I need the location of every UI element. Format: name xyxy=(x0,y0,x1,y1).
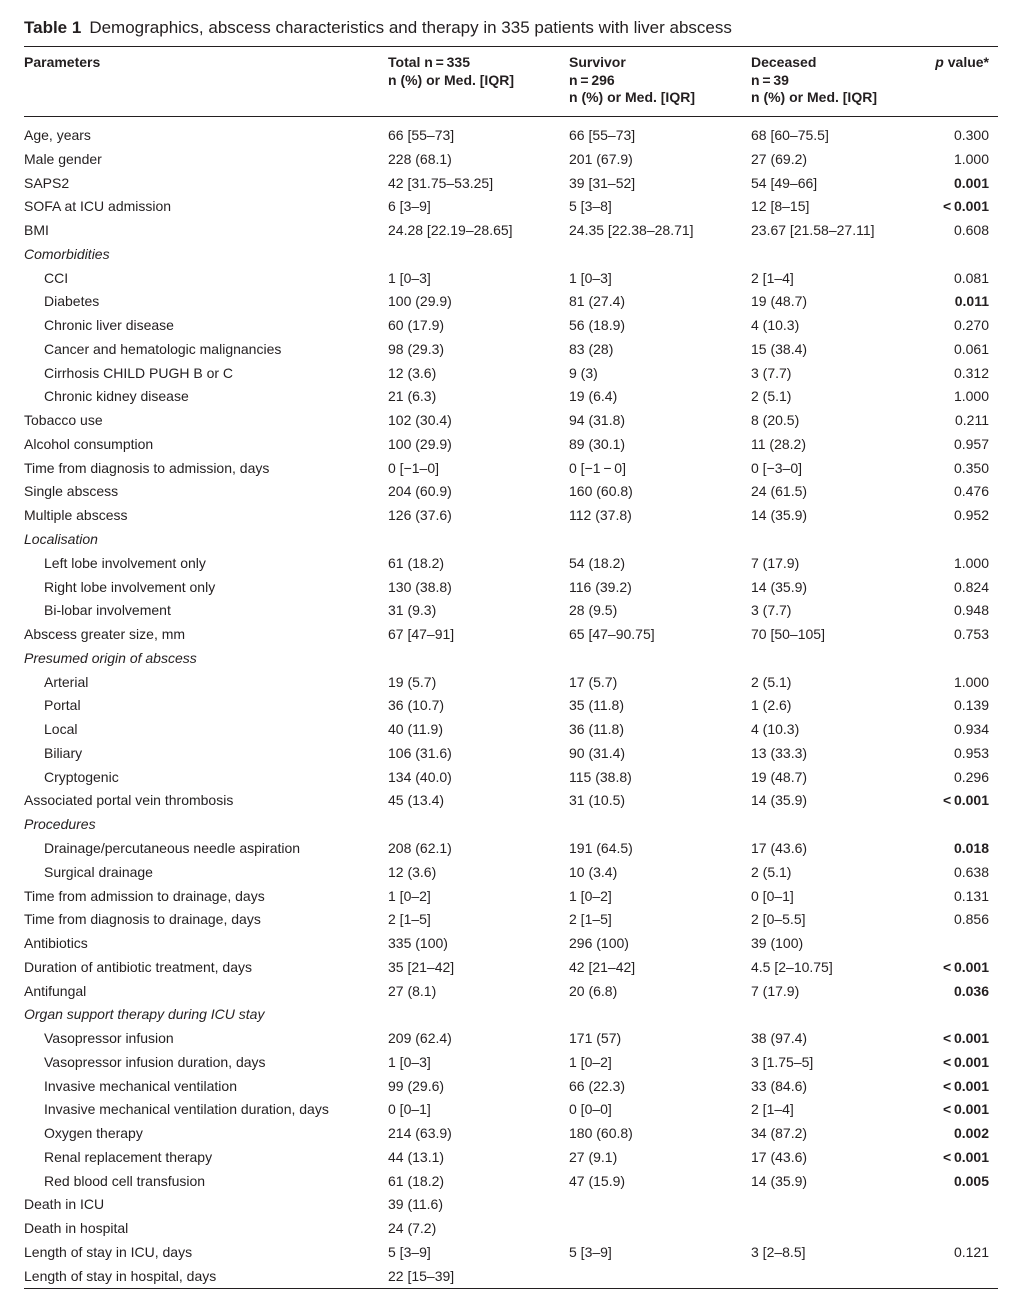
row-parameter: Duration of antibiotic treatment, days xyxy=(24,958,253,975)
header-deceased-label: Deceased xyxy=(751,54,817,70)
row-parameter: Tobacco use xyxy=(24,412,103,429)
row-survivor: 201 (67.9) xyxy=(569,150,633,167)
row-survivor: 17 (5.7) xyxy=(569,673,618,690)
row-deceased: 68 [60–75.5] xyxy=(751,127,829,143)
row-total: 36 (10.7) xyxy=(388,697,445,714)
row-total: 2 [1–5] xyxy=(388,911,431,928)
row-pvalue: 0.005 xyxy=(953,1172,989,1189)
row-pvalue: 0.001 xyxy=(953,174,989,191)
row-parameter: Cryptogenic xyxy=(44,768,119,785)
table-row xyxy=(0,765,1030,789)
row-pvalue: 0.350 xyxy=(953,459,989,476)
table-row xyxy=(0,313,1030,337)
table-row xyxy=(0,717,1030,741)
row-pvalue: 0.131 xyxy=(953,887,989,904)
row-survivor: 54 (18.2) xyxy=(569,554,626,571)
row-pvalue: 0.300 xyxy=(953,127,989,143)
row-deceased: 2 (5.1) xyxy=(751,863,792,880)
row-parameter: Cancer and hematologic malignancies xyxy=(44,340,282,357)
row-deceased: 3 (7.7) xyxy=(751,364,792,381)
row-survivor: 66 [55–73] xyxy=(569,127,636,143)
row-total: 66 [55–73] xyxy=(388,127,455,143)
row-parameter: SAPS2 xyxy=(24,174,70,191)
row-deceased: 39 (100) xyxy=(751,935,804,952)
table-row xyxy=(0,884,1030,908)
row-deceased: 33 (84.6) xyxy=(751,1077,808,1094)
row-pvalue: < 0.001 xyxy=(942,1053,989,1070)
row-total: 98 (29.3) xyxy=(388,340,445,357)
table-row xyxy=(0,693,1030,717)
table-row xyxy=(0,147,1030,171)
row-pvalue: 1.000 xyxy=(953,388,989,405)
table-row xyxy=(0,1264,1030,1288)
row-survivor: 180 (60.8) xyxy=(569,1125,633,1142)
row-total: 228 (68.1) xyxy=(388,150,452,167)
table-row xyxy=(0,1074,1030,1098)
row-deceased: 7 (17.9) xyxy=(751,982,800,999)
header-deceased-unit: n (%) or Med. [IQR] xyxy=(751,89,877,105)
row-deceased: 3 [1.75–5] xyxy=(751,1053,814,1070)
row-total: 1 [0–2] xyxy=(388,887,431,904)
row-deceased: 4 (10.3) xyxy=(751,721,800,738)
row-deceased: 8 (20.5) xyxy=(751,412,800,429)
row-deceased: 14 (35.9) xyxy=(751,507,808,524)
row-total: 214 (63.9) xyxy=(388,1125,452,1142)
row-survivor: 112 (37.8) xyxy=(569,507,632,524)
row-survivor: 171 (57) xyxy=(569,1030,622,1047)
row-deceased: 7 (17.9) xyxy=(751,554,800,571)
row-deceased: 34 (87.2) xyxy=(751,1125,808,1142)
row-survivor: 66 (22.3) xyxy=(569,1077,626,1094)
row-survivor: 1 [0–2] xyxy=(569,1053,612,1070)
row-total: 42 [31.75–53.25] xyxy=(388,174,494,191)
row-survivor: 1 [0–2] xyxy=(569,887,612,904)
row-total: 1 [0–3] xyxy=(388,269,431,286)
row-deceased: 19 (48.7) xyxy=(751,768,808,785)
row-parameter: Procedures xyxy=(24,816,96,833)
category-row xyxy=(0,242,1030,266)
row-total: 100 (29.9) xyxy=(388,293,452,310)
table-row xyxy=(0,408,1030,432)
row-total: 335 (100) xyxy=(388,935,448,952)
table-row xyxy=(0,1026,1030,1050)
row-pvalue: 0.934 xyxy=(953,721,989,738)
row-survivor: 116 (39.2) xyxy=(569,578,632,595)
row-parameter: Antibiotics xyxy=(24,935,88,952)
table-row xyxy=(0,836,1030,860)
row-deceased: 23.67 [21.58–27.11] xyxy=(751,222,875,239)
row-survivor: 35 (11.8) xyxy=(569,697,624,714)
row-deceased: 0 [0–1] xyxy=(751,887,794,904)
row-survivor: 39 [31–52] xyxy=(569,174,636,191)
row-total: 6 [3–9] xyxy=(388,198,431,215)
category-row xyxy=(0,527,1030,551)
row-total: 31 (9.3) xyxy=(388,602,437,619)
row-total: 21 (6.3) xyxy=(388,388,437,405)
table-row xyxy=(0,1050,1030,1074)
header-total-unit: n (%) or Med. [IQR] xyxy=(388,71,514,88)
row-pvalue: < 0.001 xyxy=(942,1101,989,1118)
row-total: 67 [47–91] xyxy=(388,626,455,643)
row-total: 44 (13.1) xyxy=(388,1148,445,1165)
row-parameter: BMI xyxy=(24,222,49,239)
table-row xyxy=(0,955,1030,979)
category-row xyxy=(0,646,1030,670)
row-deceased: 13 (33.3) xyxy=(751,744,808,761)
table-row xyxy=(0,931,1030,955)
row-parameter: Left lobe involvement only xyxy=(44,554,206,571)
row-parameter: Multiple abscess xyxy=(24,507,128,524)
row-deceased: 15 (38.4) xyxy=(751,340,808,357)
table-title: Demographics, abscess characteristics and therapy in 335 patients with liver abscess xyxy=(89,18,732,37)
row-deceased: 11 (28.2) xyxy=(751,435,806,452)
row-pvalue: 0.948 xyxy=(953,602,989,619)
row-parameter: Cirrhosis CHILD PUGH B or C xyxy=(44,364,234,381)
row-pvalue: < 0.001 xyxy=(942,1030,989,1047)
row-survivor: 2 [1–5] xyxy=(569,911,612,928)
row-total: 12 (3.6) xyxy=(388,364,437,381)
row-survivor: 65 [47–90.75] xyxy=(569,626,655,643)
row-parameter: Time from admission to drainage, days xyxy=(24,887,265,904)
row-pvalue: 0.957 xyxy=(953,435,989,452)
row-deceased: 2 [1–4] xyxy=(751,269,794,286)
row-total: 102 (30.4) xyxy=(388,412,452,429)
row-deceased: 12 [8–15] xyxy=(751,198,810,215)
row-pvalue: 0.211 xyxy=(955,412,989,429)
row-survivor: 94 (31.8) xyxy=(569,412,626,429)
header-pvalue-p: p xyxy=(935,54,944,70)
row-total: 19 (5.7) xyxy=(388,673,437,690)
row-total: 208 (62.1) xyxy=(388,839,452,856)
header-rule xyxy=(24,116,998,117)
row-pvalue: 0.011 xyxy=(954,293,989,310)
row-pvalue: 0.953 xyxy=(953,744,989,761)
table-row xyxy=(0,860,1030,884)
table-row xyxy=(0,741,1030,765)
table-row xyxy=(0,503,1030,527)
row-survivor: 56 (18.9) xyxy=(569,317,626,334)
row-deceased: 17 (43.6) xyxy=(751,1148,808,1165)
top-rule xyxy=(24,46,998,47)
row-deceased: 3 [2–8.5] xyxy=(751,1243,806,1260)
row-pvalue: 0.018 xyxy=(953,839,989,856)
row-parameter: Invasive mechanical ventilation xyxy=(44,1077,237,1094)
table-row xyxy=(0,337,1030,361)
row-pvalue: 0.824 xyxy=(953,578,989,595)
row-deceased: 17 (43.6) xyxy=(751,839,808,856)
table-row xyxy=(0,979,1030,1003)
header-pvalue-label: value* xyxy=(943,54,989,70)
row-survivor: 28 (9.5) xyxy=(569,602,618,619)
row-parameter: Surgical drainage xyxy=(44,863,153,880)
row-parameter: Drainage/percutaneous needle aspiration xyxy=(44,839,301,856)
row-total: 22 [15–39] xyxy=(388,1267,455,1284)
row-total: 1 [0–3] xyxy=(388,1053,431,1070)
table-row xyxy=(0,194,1030,218)
row-pvalue: 1.000 xyxy=(953,554,989,571)
category-row xyxy=(0,812,1030,836)
row-survivor: 90 (31.4) xyxy=(569,744,626,761)
table-row xyxy=(0,575,1030,599)
row-deceased: 14 (35.9) xyxy=(751,1172,808,1189)
row-deceased: 14 (35.9) xyxy=(751,578,808,595)
table-row xyxy=(0,289,1030,313)
header-survivor-label: Survivor xyxy=(569,54,626,70)
row-total: 27 (8.1) xyxy=(388,982,437,999)
row-total: 134 (40.0) xyxy=(388,768,452,785)
table-row xyxy=(0,1097,1030,1121)
header-survivor xyxy=(569,54,695,107)
row-parameter: Organ support therapy during ICU stay xyxy=(24,1006,265,1023)
row-deceased: 27 (69.2) xyxy=(751,150,808,167)
table-row xyxy=(0,266,1030,290)
table-row xyxy=(0,907,1030,931)
row-deceased: 2 (5.1) xyxy=(751,673,792,690)
table-row xyxy=(0,1192,1030,1216)
row-total: 0 [−1–0] xyxy=(388,459,439,476)
row-pvalue: 0.121 xyxy=(953,1243,989,1260)
row-pvalue: 0.139 xyxy=(953,697,989,714)
row-deceased: 4 (10.3) xyxy=(751,317,800,334)
row-total: 126 (37.6) xyxy=(388,507,452,524)
row-deceased: 14 (35.9) xyxy=(751,792,808,809)
table-row xyxy=(0,361,1030,385)
bottom-rule xyxy=(24,1288,998,1289)
table-row xyxy=(0,432,1030,456)
table-row xyxy=(0,1169,1030,1193)
header-deceased xyxy=(751,54,877,107)
row-parameter: Length of stay in hospital, days xyxy=(24,1267,217,1284)
header-total xyxy=(388,54,514,89)
table-row xyxy=(0,670,1030,694)
row-pvalue: 1.000 xyxy=(953,673,989,690)
row-survivor: 296 (100) xyxy=(569,935,629,952)
row-deceased: 2 (5.1) xyxy=(751,388,792,405)
row-parameter: Comorbidities xyxy=(24,245,110,262)
row-deceased: 2 [1–4] xyxy=(751,1101,794,1118)
row-parameter: Chronic kidney disease xyxy=(44,388,189,405)
table-row xyxy=(0,384,1030,408)
row-total: 39 (11.6) xyxy=(388,1196,443,1213)
row-parameter: SOFA at ICU admission xyxy=(24,198,172,215)
table-row xyxy=(0,551,1030,575)
row-deceased: 54 [49–66] xyxy=(751,174,818,191)
table-row xyxy=(0,1145,1030,1169)
row-total: 209 (62.4) xyxy=(388,1030,452,1047)
row-survivor: 47 (15.9) xyxy=(569,1172,626,1189)
row-parameter: Chronic liver disease xyxy=(44,317,174,334)
row-survivor: 36 (11.8) xyxy=(569,721,624,738)
row-total: 40 (11.9) xyxy=(388,721,443,738)
header-deceased-count: n = 39 xyxy=(751,71,789,88)
row-survivor: 27 (9.1) xyxy=(569,1148,618,1165)
table-row xyxy=(0,456,1030,480)
table-row xyxy=(0,479,1030,503)
row-parameter: Abscess greater size, mm xyxy=(24,626,186,643)
row-survivor: 191 (64.5) xyxy=(569,839,633,856)
header-survivor-unit: n (%) or Med. [IQR] xyxy=(569,89,695,105)
row-survivor: 83 (28) xyxy=(569,340,614,357)
row-parameter: Diabetes xyxy=(44,293,100,310)
row-total: 12 (3.6) xyxy=(388,863,437,880)
header-survivor-count: n = 296 xyxy=(569,71,615,88)
row-survivor: 115 (38.8) xyxy=(569,768,632,785)
row-parameter: Arterial xyxy=(44,673,89,690)
row-pvalue: < 0.001 xyxy=(942,1148,989,1165)
row-total: 61 (18.2) xyxy=(388,554,445,571)
row-pvalue: 0.952 xyxy=(953,507,989,524)
row-parameter: Right lobe involvement only xyxy=(44,578,216,595)
row-deceased: 1 (2.6) xyxy=(751,697,792,714)
header-parameters xyxy=(24,54,100,72)
row-pvalue: 0.638 xyxy=(953,863,989,880)
row-survivor: 5 [3–8] xyxy=(569,198,612,215)
row-parameter: Oxygen therapy xyxy=(44,1125,143,1142)
row-deceased: 3 (7.7) xyxy=(751,602,792,619)
row-deceased: 19 (48.7) xyxy=(751,293,808,310)
table-row xyxy=(0,1240,1030,1264)
table-label: Table 1 xyxy=(24,18,82,37)
row-pvalue: 0.061 xyxy=(953,340,989,357)
row-pvalue: 0.002 xyxy=(953,1125,989,1142)
row-survivor: 160 (60.8) xyxy=(569,483,633,500)
row-deceased: 0 [−3–0] xyxy=(751,459,802,476)
row-survivor: 20 (6.8) xyxy=(569,982,618,999)
row-parameter: Time from diagnosis to admission, days xyxy=(24,459,270,476)
row-pvalue: 0.270 xyxy=(953,317,989,334)
row-total: 5 [3–9] xyxy=(388,1243,431,1260)
table-body xyxy=(0,123,1030,1288)
row-deceased: 2 [0–5.5] xyxy=(751,911,806,928)
row-survivor: 5 [3–9] xyxy=(569,1243,612,1260)
row-survivor: 10 (3.4) xyxy=(569,863,618,880)
row-survivor: 9 (3) xyxy=(569,364,598,381)
row-survivor: 19 (6.4) xyxy=(569,388,618,405)
row-pvalue: < 0.001 xyxy=(942,958,989,975)
row-deceased: 70 [50–105] xyxy=(751,626,825,643)
row-parameter: Renal replacement therapy xyxy=(44,1148,213,1165)
table-row xyxy=(0,1121,1030,1145)
row-total: 60 (17.9) xyxy=(388,317,445,334)
row-deceased: 38 (97.4) xyxy=(751,1030,808,1047)
row-survivor: 0 [0–0] xyxy=(569,1101,612,1118)
row-survivor: 42 [21–42] xyxy=(569,958,636,975)
row-survivor: 89 (30.1) xyxy=(569,435,626,452)
row-parameter: Single abscess xyxy=(24,483,119,500)
table-row xyxy=(0,622,1030,646)
row-total: 99 (29.6) xyxy=(388,1077,445,1094)
row-total: 24 (7.2) xyxy=(388,1220,437,1237)
row-parameter: Bi-lobar involvement xyxy=(44,602,171,619)
row-pvalue: 0.476 xyxy=(953,483,989,500)
row-parameter: Invasive mechanical ventilation duration, days xyxy=(44,1101,329,1118)
row-total: 61 (18.2) xyxy=(388,1172,445,1189)
row-pvalue: 0.081 xyxy=(953,269,989,286)
row-pvalue: 1.000 xyxy=(953,150,989,167)
category-row xyxy=(0,1002,1030,1026)
row-parameter: Red blood cell transfusion xyxy=(44,1172,206,1189)
row-pvalue: 0.856 xyxy=(953,911,989,928)
row-pvalue: 0.753 xyxy=(953,626,989,643)
row-survivor: 24.35 [22.38–28.71] xyxy=(569,222,694,239)
row-total: 35 [21–42] xyxy=(388,958,455,975)
row-parameter: Vasopressor infusion xyxy=(44,1030,174,1047)
row-parameter: Local xyxy=(44,721,78,738)
row-deceased: 24 (61.5) xyxy=(751,483,808,500)
row-parameter: Presumed origin of abscess xyxy=(24,649,197,666)
row-deceased: 4.5 [2–10.75] xyxy=(751,958,833,975)
table-row xyxy=(0,788,1030,812)
row-parameter: Portal xyxy=(44,697,81,714)
row-parameter: Time from diagnosis to drainage, days xyxy=(24,911,261,928)
row-parameter: Death in ICU xyxy=(24,1196,105,1213)
row-total: 45 (13.4) xyxy=(388,792,445,809)
row-pvalue: 0.296 xyxy=(953,768,989,785)
row-survivor: 0 [−1 − 0] xyxy=(569,459,626,476)
row-parameter: Age, years xyxy=(24,127,91,143)
table-row xyxy=(0,171,1030,195)
table-row xyxy=(0,123,1030,147)
row-pvalue: 0.036 xyxy=(953,982,989,999)
header-parameters-label: Parameters xyxy=(24,54,101,70)
row-parameter: Associated portal vein thrombosis xyxy=(24,792,234,809)
header-total-label: Total n = 335 xyxy=(388,54,470,70)
row-parameter: Biliary xyxy=(44,744,83,761)
row-parameter: Male gender xyxy=(24,150,102,167)
row-pvalue: < 0.001 xyxy=(942,198,989,215)
row-pvalue: 0.608 xyxy=(953,222,989,239)
row-pvalue: 0.312 xyxy=(953,364,989,381)
row-total: 130 (38.8) xyxy=(388,578,452,595)
row-total: 0 [0–1] xyxy=(388,1101,431,1118)
row-total: 204 (60.9) xyxy=(388,483,452,500)
row-parameter: Antifungal xyxy=(24,982,87,999)
table-row xyxy=(0,218,1030,242)
row-survivor: 31 (10.5) xyxy=(569,792,626,809)
row-total: 100 (29.9) xyxy=(388,435,452,452)
row-pvalue: < 0.001 xyxy=(942,792,989,809)
row-parameter: Localisation xyxy=(24,531,98,548)
row-total: 24.28 [22.19–28.65] xyxy=(388,222,513,239)
header-pvalue xyxy=(935,54,989,72)
table-row xyxy=(0,1216,1030,1240)
row-pvalue: < 0.001 xyxy=(942,1077,989,1094)
row-total: 106 (31.6) xyxy=(388,744,452,761)
row-survivor: 81 (27.4) xyxy=(569,293,626,310)
row-parameter: Death in hospital xyxy=(24,1220,129,1237)
table-row xyxy=(0,598,1030,622)
row-survivor: 1 [0–3] xyxy=(569,269,612,286)
row-parameter: Alcohol consumption xyxy=(24,435,154,452)
row-parameter: Vasopressor infusion duration, days xyxy=(44,1053,266,1070)
table-caption xyxy=(24,18,732,38)
row-parameter: Length of stay in ICU, days xyxy=(24,1243,193,1260)
row-parameter: CCI xyxy=(44,269,69,286)
